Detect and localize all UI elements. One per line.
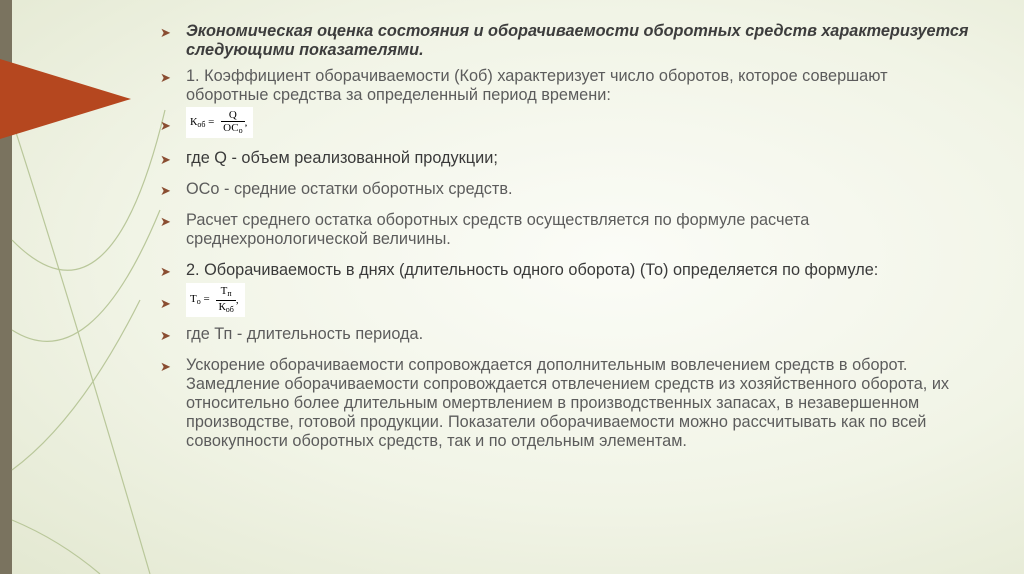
list-item xyxy=(160,211,970,249)
arrow-bullet-icon: ➤ xyxy=(160,359,171,374)
arrow-bullet-icon: ➤ xyxy=(160,152,171,167)
arrow-bullet-icon: ➤ xyxy=(160,264,171,279)
formula-to xyxy=(186,283,245,317)
formula-den-sub: об xyxy=(225,305,234,314)
formula-den-text: К xyxy=(218,301,226,313)
formula-num-text: Т xyxy=(220,285,228,297)
list-item xyxy=(160,261,970,280)
formula-kob xyxy=(186,107,253,138)
formula-lhs-sub: об xyxy=(197,119,206,129)
formula-fraction xyxy=(216,285,235,316)
formula-lhs-sub: о xyxy=(196,297,201,306)
formula-numerator xyxy=(221,109,244,122)
formula-num-sub: п xyxy=(227,289,232,298)
arrow-bullet-icon: ➤ xyxy=(160,118,171,133)
list-item xyxy=(160,325,970,344)
formula-tail: , xyxy=(235,294,239,307)
formula-eq: = xyxy=(208,115,215,128)
list-item-text: Ускорение оборачиваемости сопровождается дополнительным вовлечением средств в оборот. Замедление оборачиваемости сопровождается отвлечением средств из хозяйственного оборота, их относительно более длительным омертвлением в производственных запасах, в незавершенном производстве, готовой продукции. Показатели оборачиваемости можно рассчитывать как по всей совокупности оборотных средств, так и по отдельным элементам. xyxy=(186,356,950,450)
formula-numerator xyxy=(216,285,235,301)
decor-line-3 xyxy=(12,210,160,341)
formula-item xyxy=(160,285,970,317)
list-item xyxy=(160,180,970,199)
formula-denominator xyxy=(216,301,235,316)
arrow-bullet-icon: ➤ xyxy=(160,296,171,311)
formula-tail: , xyxy=(244,116,248,129)
list-item-text: ОСо - средние остатки оборотных средств. xyxy=(186,180,513,198)
list-item-text: 2. Оборачиваемость в днях (длительность одного оборота) (То) определяется по формуле: xyxy=(186,261,879,279)
formula-lhs: К xyxy=(190,115,198,128)
formula-den-sub: о xyxy=(238,126,243,135)
formula-denominator xyxy=(221,122,244,137)
formula-fraction xyxy=(221,109,244,137)
list-item-text: где Тп - длительность периода. xyxy=(186,325,424,343)
red-arrow-shape xyxy=(0,59,131,139)
list-item xyxy=(160,356,970,451)
arrow-bullet-icon: ➤ xyxy=(160,183,171,198)
decor-line-1 xyxy=(12,120,150,574)
list-item xyxy=(160,67,970,105)
list-item-text: Расчет среднего остатка оборотных средств осуществляется по формуле расчета среднехронологической величины. xyxy=(186,211,810,248)
arrow-bullet-icon: ➤ xyxy=(160,214,171,229)
list-item xyxy=(160,149,970,168)
arrow-bullet-icon: ➤ xyxy=(160,70,171,85)
formula-eq: = xyxy=(203,293,210,305)
arrow-bullet-icon: ➤ xyxy=(160,25,171,40)
arrow-bullet-icon: ➤ xyxy=(160,328,171,343)
formula-den-text: ОС xyxy=(223,122,239,134)
formula-num-text: Q xyxy=(228,109,237,121)
decor-line-5 xyxy=(12,520,100,574)
slide-content xyxy=(160,22,970,451)
slide-heading: Экономическая оценка состояния и оборачиваемости оборотных средств характеризуется следующими показателями. xyxy=(186,22,969,59)
list-item-text: где Q - объем реализованной продукции; xyxy=(186,149,498,167)
list-item-text: 1. Коэффициент оборачиваемости (Коб) характеризует число оборотов, которое совершают оборотные средства за определенный период времени: xyxy=(186,67,888,104)
formula-lhs: Т xyxy=(190,293,197,305)
formula-item xyxy=(160,109,970,138)
list-item xyxy=(160,22,970,60)
